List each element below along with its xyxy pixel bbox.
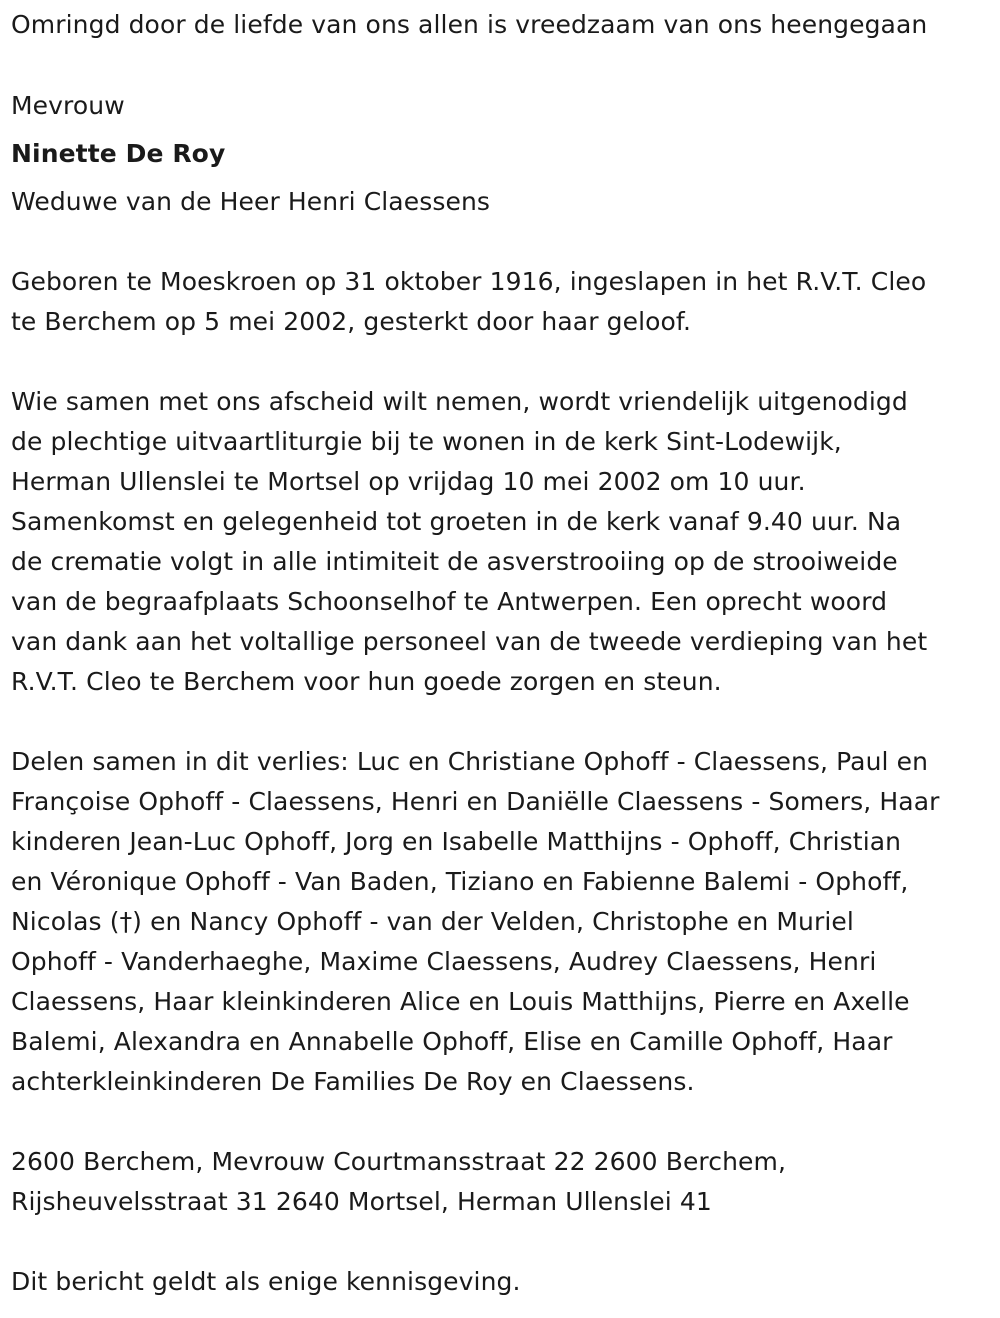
text-line: Balemi, Alexandra en Annabelle Ophoff, Elise en Camille Ophoff, Haar [11, 1027, 893, 1056]
funeral-paragraph [11, 382, 927, 702]
deceased-name: Ninette De Roy [11, 139, 226, 168]
text-line: achterkleinkinderen De Families De Roy en Claessens. [11, 1067, 695, 1096]
text-line: Delen samen in dit verlies: Luc en Christiane Ophoff - Claessens, Paul en [11, 747, 929, 776]
text-line: Françoise Ophoff - Claessens, Henri en Daniëlle Claessens - Somers, Haar [11, 787, 940, 816]
text-line: Samenkomst en gelegenheid tot groeten in de kerk vanaf 9.40 uur. Na [11, 507, 902, 536]
closing-text: Dit bericht geldt als enige kennisgeving. [11, 1267, 521, 1296]
text-line: Wie samen met ons afscheid wilt nemen, wordt vriendelijk uitgenodigd [11, 387, 908, 416]
text-line: R.V.T. Cleo te Berchem voor hun goede zorgen en steun. [11, 667, 722, 696]
text-line: van dank aan het voltallige personeel van de tweede verdieping van het [11, 627, 928, 656]
honorific: Mevrouw [11, 91, 125, 120]
text-line: Herman Ullenslei te Mortsel op vrijdag 10 mei 2002 om 10 uur. [11, 467, 806, 496]
text-line: kinderen Jean-Luc Ophoff, Jorg en Isabelle Matthijns - Ophoff, Christian [11, 827, 902, 856]
relation-text: Weduwe van de Heer Henri Claessens [11, 187, 491, 216]
text-line: de plechtige uitvaartliturgie bij te wonen in de kerk Sint-Lodewijk, [11, 427, 842, 456]
birth-paragraph [11, 262, 926, 342]
text-line: Geboren te Moeskroen op 31 oktober 1916, ingeslapen in het R.V.T. Cleo [11, 267, 927, 296]
intro-text: Omringd door de liefde van ons allen is vreedzaam van ons heengegaan [11, 10, 928, 39]
text-line: Nicolas (†) en Nancy Ophoff - van der Velden, Christophe en Muriel [11, 907, 854, 936]
text-line: van de begraafplaats Schoonselhof te Antwerpen. Een oprecht woord [11, 587, 888, 616]
text-line: Claessens, Haar kleinkinderen Alice en Louis Matthijns, Pierre en Axelle [11, 987, 910, 1016]
text-line: de crematie volgt in alle intimiteit de asverstrooiing op de strooiweide [11, 547, 898, 576]
address-paragraph [11, 1142, 786, 1222]
family-paragraph [11, 742, 940, 1102]
text-line: 2600 Berchem, Mevrouw Courtmansstraat 22 2600 Berchem, [11, 1147, 787, 1176]
text-line: Rijsheuvelsstraat 31 2640 Mortsel, Herman Ullenslei 41 [11, 1187, 712, 1216]
text-line: en Véronique Ophoff - Van Baden, Tiziano en Fabienne Balemi - Ophoff, [11, 867, 909, 896]
text-line: te Berchem op 5 mei 2002, gesterkt door haar geloof. [11, 307, 692, 336]
text-line: Ophoff - Vanderhaeghe, Maxime Claessens, Audrey Claessens, Henri [11, 947, 877, 976]
